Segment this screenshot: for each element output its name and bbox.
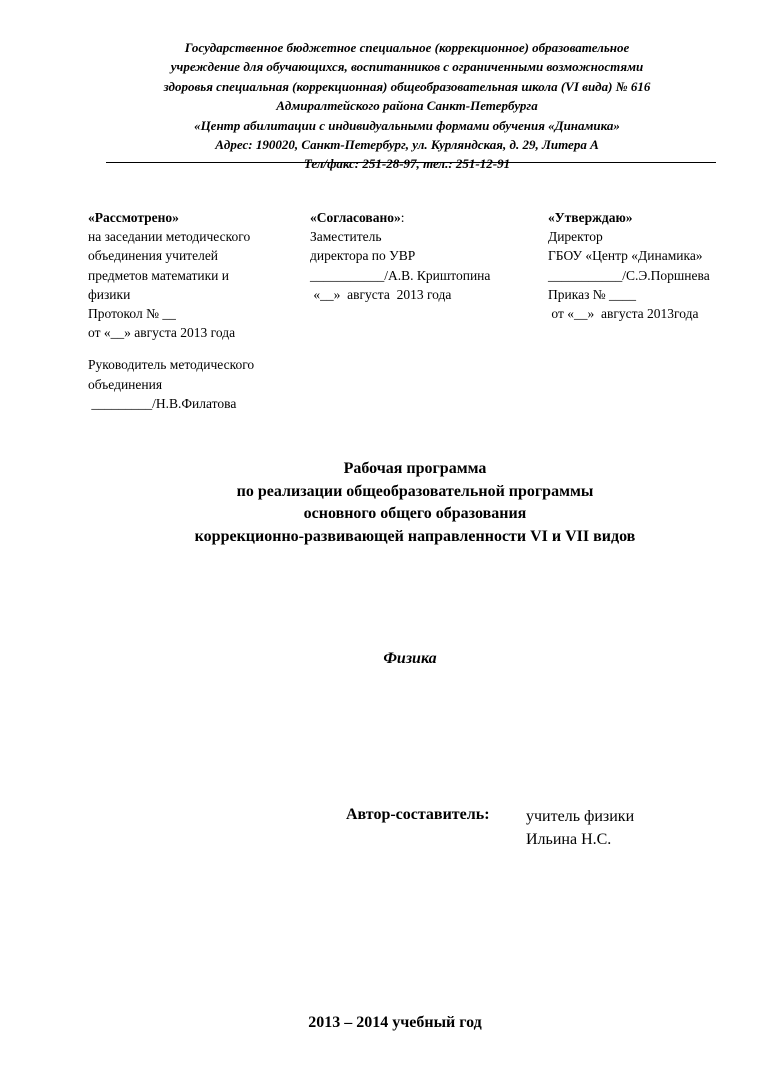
header-line: Адрес: 190020, Санкт-Петербург, ул. Курляндская, д. 29, Литера А xyxy=(215,137,599,153)
approved-line: Директор xyxy=(548,229,603,245)
header-divider xyxy=(106,162,716,163)
title-line: Рабочая программа xyxy=(343,460,487,477)
header-line: «Центр абилитации с индивидуальными формами обучения «Динамика» xyxy=(194,117,620,133)
reviewed-line: предметов математики и xyxy=(88,267,229,283)
header-line: Тел/факс: 251-28-97, тел.: 251-12-91 xyxy=(303,156,511,172)
agreed-heading-colon: : xyxy=(400,210,405,225)
author-info xyxy=(526,806,634,851)
title-line: по реализации общеобразовательной программы xyxy=(236,482,594,500)
header-line: Государственное бюджетное специальное (коррекционное) образовательное xyxy=(184,40,630,55)
approved-heading: «Утверждаю» xyxy=(548,210,633,225)
program-title xyxy=(100,458,730,548)
agreed-block xyxy=(310,208,530,304)
agreed-line: Заместитель xyxy=(310,229,382,245)
reviewed-heading: «Рассмотрено» xyxy=(88,210,179,225)
reviewed-line: Протокол № __ xyxy=(88,306,176,322)
title-line: коррекционно-развивающей направленности VI и VII видов xyxy=(194,527,636,545)
approved-line: ___________/С.Э.Поршнева xyxy=(548,267,710,283)
header-line: здоровья специальная (коррекционная) общеобразовательная школа (VI вида) № 616 xyxy=(163,78,651,94)
reviewed-line: _________/Н.В.Филатова xyxy=(88,395,237,411)
author-name: Ильина Н.С. xyxy=(526,830,612,848)
reviewed-line: физики xyxy=(88,286,131,302)
header-line: Адмиралтейского района Санкт-Петербурга xyxy=(276,98,538,114)
author-position: учитель физики xyxy=(526,808,635,825)
approved-line: ГБОУ «Центр «Динамика» xyxy=(548,248,703,264)
header-line: учреждение для обучающихся, воспитанников с ограниченными возможностями xyxy=(170,59,644,75)
reviewed-line: на заседании методического xyxy=(88,229,251,245)
school-header xyxy=(96,38,718,174)
title-line: основного общего образования xyxy=(303,505,527,522)
agreed-line: директора по УВР xyxy=(310,248,416,264)
agreed-line: «__» августа 2013 года xyxy=(310,286,452,302)
author-label: Автор-составитель: xyxy=(346,806,490,823)
approved-block xyxy=(548,208,748,323)
reviewed-line: объединения учителей xyxy=(88,248,219,264)
reviewed-line: Руководитель методического xyxy=(88,357,255,373)
reviewed-block xyxy=(88,208,288,413)
approved-line: от «__» августа 2013года xyxy=(548,306,699,322)
approved-line: Приказ № ____ xyxy=(548,286,637,302)
spacer xyxy=(88,342,288,355)
agreed-heading: «Согласовано» xyxy=(310,210,401,225)
subject-name: Физика xyxy=(383,650,437,667)
agreed-line: ___________/А.В. Криштопина xyxy=(310,267,491,283)
academic-year: 2013 – 2014 учебный год xyxy=(308,1014,482,1031)
reviewed-line: объединения xyxy=(88,376,163,392)
reviewed-line: от «__» августа 2013 года xyxy=(88,325,236,341)
